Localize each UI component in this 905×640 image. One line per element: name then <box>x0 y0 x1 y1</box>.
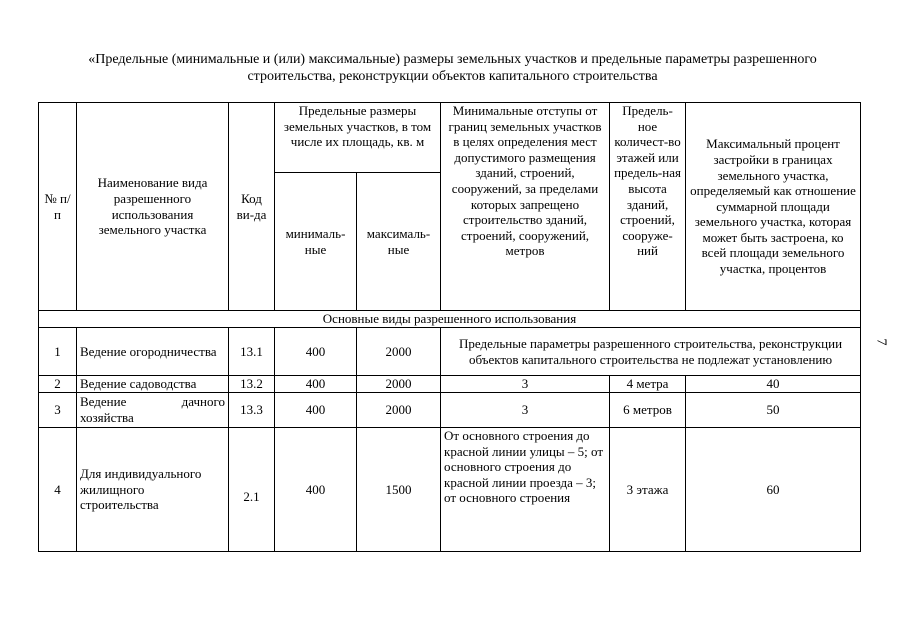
header-min: минималь-ные <box>275 173 357 311</box>
header-code: Код ви-да <box>229 103 275 311</box>
row-min: 400 <box>275 376 357 393</box>
table-row <box>39 393 861 428</box>
title-line-2: строительства, реконструкции объектов капитального строительства <box>247 69 658 84</box>
row-name: Ведение дачного хозяйства <box>77 393 229 428</box>
header-floors: Предель-ное количест-во этажей или предель-ная высота зданий, строений, сооруже-ний <box>610 103 686 311</box>
section-row <box>39 311 861 328</box>
row-coverage: 60 <box>686 428 861 552</box>
row-num: 3 <box>39 393 77 428</box>
header-name: Наименование вида разрешенного использования земельного участка <box>77 103 229 311</box>
row-code: 2.1 <box>229 428 275 552</box>
row-floors: 3 этажа <box>610 428 686 552</box>
row-floors: 4 метра <box>610 376 686 393</box>
table-row <box>39 428 861 552</box>
parameters-table <box>38 102 861 552</box>
header-sizes: Предельные размеры земельных участков, в том числе их площадь, кв. м <box>275 103 441 173</box>
table-row <box>39 328 861 376</box>
row-merged-note: Предельные параметры разрешенного строительства, реконструкции объектов капитального строительства не подлежат установлению <box>441 328 861 376</box>
row-code: 13.1 <box>229 328 275 376</box>
row-code: 13.3 <box>229 393 275 428</box>
row-name: Для индивидуального жилищного строительства <box>77 428 229 552</box>
row-num: 1 <box>39 328 77 376</box>
row-num: 2 <box>39 376 77 393</box>
row-max: 1500 <box>357 428 441 552</box>
page-number: 7 <box>873 338 889 346</box>
title-line-1: «Предельные (минимальные и (или) максимальные) размеры земельных участков и предельные параметры разрешенного <box>88 52 817 67</box>
row-floors: 6 метров <box>610 393 686 428</box>
row-setback: От основного строения до красной линии улицы – 5; от основного строения до красной линии проезда – 3; от основного строения <box>441 428 610 552</box>
row-name: Ведение садоводства <box>77 376 229 393</box>
header-setbacks: Минимальные отступы от границ земельных участков в целях определения мест допустимого размещения зданий, строений, сооружений, за пределами которых запрещено строительство зданий, строений, сооружений, метров <box>441 103 610 311</box>
row-name: Ведение огородничества <box>77 328 229 376</box>
row-setback: 3 <box>441 376 610 393</box>
row-min: 400 <box>275 328 357 376</box>
row-min: 400 <box>275 428 357 552</box>
document-title <box>40 51 865 85</box>
header-num: № п/п <box>39 103 77 311</box>
row-num: 4 <box>39 428 77 552</box>
row-max: 2000 <box>357 376 441 393</box>
row-max: 2000 <box>357 393 441 428</box>
section-title: Основные виды разрешенного использования <box>39 311 861 328</box>
row-max: 2000 <box>357 328 441 376</box>
row-code: 13.2 <box>229 376 275 393</box>
row-min: 400 <box>275 393 357 428</box>
row-setback: 3 <box>441 393 610 428</box>
table-row <box>39 376 861 393</box>
row-coverage: 50 <box>686 393 861 428</box>
header-coverage: Максимальный процент застройки в границах земельного участка, определяемый как отношение суммарной площади земельного участка, которая может быть застроена, ко всей площади земельного участка, процентов <box>686 103 861 311</box>
header-row <box>39 103 861 173</box>
row-coverage: 40 <box>686 376 861 393</box>
header-max: максималь-ные <box>357 173 441 311</box>
